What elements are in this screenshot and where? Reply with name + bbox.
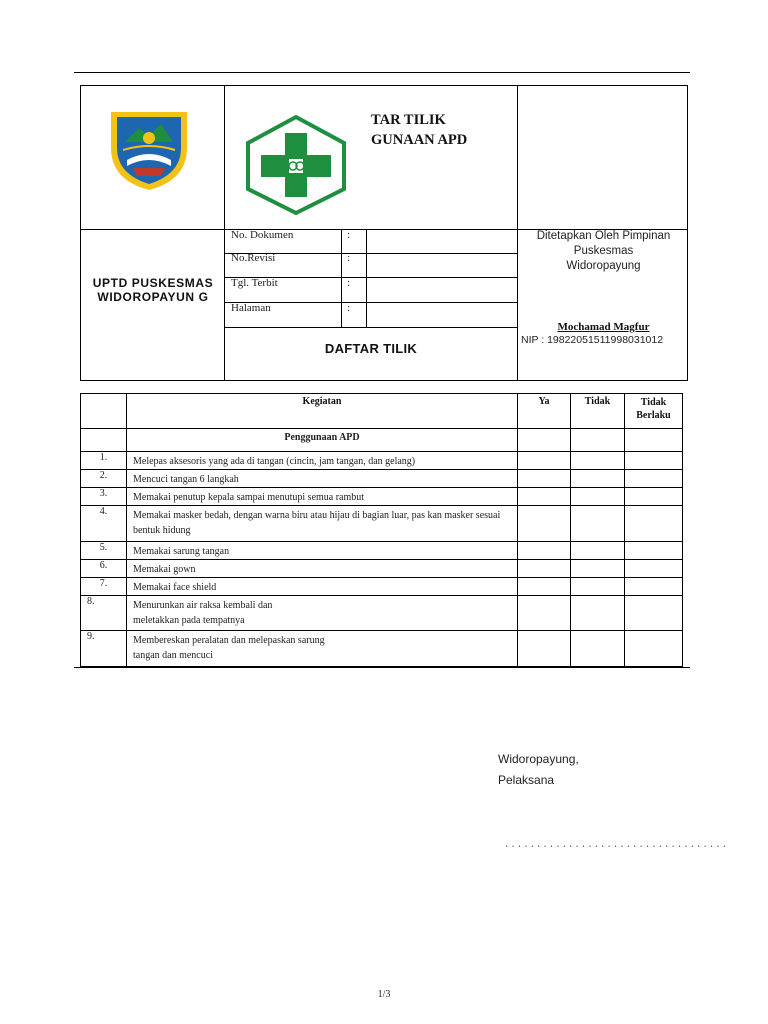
approval-line-1: Ditetapkan Oleh Pimpinan (536, 230, 671, 242)
meta-label-doc-no: No. Dokumen (231, 229, 294, 241)
checkbox-no[interactable] (571, 470, 625, 488)
table-row (81, 488, 683, 506)
checkbox-yes[interactable] (518, 596, 571, 631)
meta-colon: : (347, 302, 351, 314)
meta-label-issue-date: Tgl. Terbit (231, 277, 278, 289)
checkbox-yes[interactable] (518, 470, 571, 488)
header-not-applicable: Tidak Berlaku (625, 394, 683, 429)
row-activity: Memakai face shield (127, 578, 518, 596)
document-type: DAFTAR TILIK (324, 341, 418, 356)
row-activity: Menurunkan air raksa kembali dan meletakkan pada tempatnya (127, 596, 518, 631)
checkbox-na[interactable] (625, 488, 683, 506)
checkbox-no[interactable] (571, 542, 625, 560)
checkbox-no[interactable] (571, 631, 625, 667)
row-activity: Memakai gown (127, 560, 518, 578)
table-row (81, 578, 683, 596)
row-activity: Membereskan peralatan dan melepaskan sarung tangan dan mencuci (127, 631, 518, 667)
checkbox-na[interactable] (625, 506, 683, 542)
row-number: 5. (81, 542, 127, 560)
row-activity: Melepas aksesoris yang ada di tangan (cincin, jam tangan, dan gelang) (127, 452, 518, 470)
checkbox-no[interactable] (571, 452, 625, 470)
table-header-row (81, 394, 683, 429)
section-row (81, 429, 683, 452)
regional-emblem-icon (103, 102, 195, 194)
puskesmas-logo-icon (245, 115, 347, 215)
header-activity: Kegiatan (127, 394, 518, 429)
section-title: Penggunaan APD (127, 429, 518, 452)
checkbox-na[interactable] (625, 542, 683, 560)
row-number: 1. (81, 452, 127, 470)
row-number: 4. (81, 506, 127, 542)
checkbox-yes[interactable] (518, 560, 571, 578)
checkbox-yes[interactable] (518, 542, 571, 560)
row-activity: Mencuci tangan 6 langkah (127, 470, 518, 488)
meta-colon: : (347, 229, 351, 241)
footer-role: Pelaksana (498, 773, 555, 787)
row-number: 3. (81, 488, 127, 506)
checkbox-yes[interactable] (518, 631, 571, 667)
checkbox-na[interactable] (625, 560, 683, 578)
row-activity: Memakai sarung tangan (127, 542, 518, 560)
checkbox-no[interactable] (571, 488, 625, 506)
checkbox-yes[interactable] (518, 578, 571, 596)
row-activity: Memakai penutup kepala sampai menutupi semua rambut (127, 488, 518, 506)
checkbox-na[interactable] (625, 578, 683, 596)
checkbox-yes[interactable] (518, 488, 571, 506)
checkbox-na[interactable] (625, 596, 683, 631)
footer-place: Widoropayung, (498, 752, 579, 766)
checkbox-no[interactable] (571, 560, 625, 578)
checkbox-no[interactable] (571, 506, 625, 542)
checkbox-no[interactable] (571, 578, 625, 596)
row-number: 8. (81, 596, 127, 631)
approval-line-3: Widoropayung (566, 260, 641, 272)
checkbox-no[interactable] (571, 596, 625, 631)
page-number: 1/3 (377, 989, 391, 1000)
title-line-2: GUNAAN APD (371, 132, 468, 148)
document-header (80, 85, 688, 381)
signature-line: ................................... (504, 840, 729, 850)
header-no (81, 394, 127, 429)
signer-name: Mochamad Magfur (557, 321, 650, 333)
meta-label-revision: No.Revisi (231, 252, 276, 264)
table-row (81, 560, 683, 578)
row-number: 2. (81, 470, 127, 488)
checkbox-na[interactable] (625, 452, 683, 470)
meta-colon: : (347, 277, 351, 289)
checkbox-na[interactable] (625, 470, 683, 488)
table-row (81, 470, 683, 488)
organization-name: UPTD PUSKESMAS WIDOROPAYUN G (92, 276, 214, 304)
top-rule (74, 72, 690, 73)
meta-colon: : (347, 252, 351, 264)
row-activity: Memakai masker bedah, dengan warna biru atau hijau di bagian luar, pas kan masker sesuai bentuk hidung (127, 506, 518, 542)
header-no-answer: Tidak (571, 394, 625, 429)
checkbox-yes[interactable] (518, 452, 571, 470)
table-row (81, 631, 683, 667)
meta-label-page: Halaman (231, 302, 271, 314)
row-number: 9. (81, 631, 127, 667)
row-number: 7. (81, 578, 127, 596)
table-row (81, 452, 683, 470)
table-row (81, 506, 683, 542)
table-row (81, 596, 683, 631)
checklist-table (80, 393, 683, 667)
header-yes: Ya (518, 394, 571, 429)
bottom-rule (74, 667, 690, 668)
approval-line-2: Puskesmas (573, 245, 634, 257)
checkbox-na[interactable] (625, 631, 683, 667)
signer-nip: NIP : 19822051511998031012 (521, 334, 664, 346)
checkbox-yes[interactable] (518, 506, 571, 542)
table-row (81, 542, 683, 560)
title-line-1: TAR TILIK (371, 112, 446, 128)
row-number: 6. (81, 560, 127, 578)
